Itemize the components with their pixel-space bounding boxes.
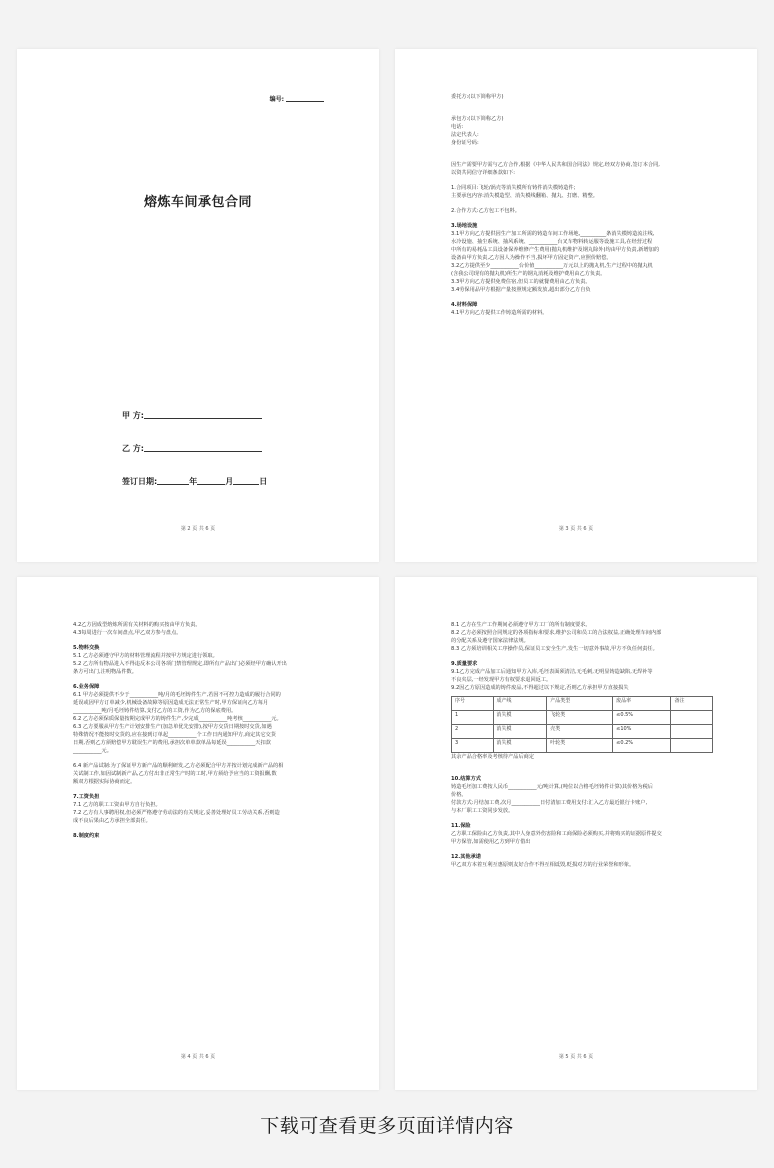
spacer bbox=[451, 154, 705, 161]
text-line: ___________吨/月毛坯铸件结算,支付乙方的工资,作为乙方的保底费用。 bbox=[73, 708, 237, 714]
text-line: 乙方职工保险由乙方负责,其中人身意外伤害险和工商保险必须购买,并将购买的证据原件提交 bbox=[451, 831, 662, 837]
spacer bbox=[451, 294, 705, 301]
text-line: 3.2乙方提供至少___________台价值___________万元以上的抛丸机,生产过程中的抛丸机 bbox=[451, 263, 653, 269]
month-label: 月 bbox=[225, 477, 234, 486]
table-cell bbox=[671, 725, 713, 739]
page-2 bbox=[395, 49, 757, 562]
text-line: 甲乙双方本着互利互惠原则友好合作不得互相诋毁,贬损对方的行业荣誉和形象。 bbox=[451, 862, 635, 868]
section-heading: 7.工资负担 bbox=[73, 794, 100, 800]
spacer bbox=[451, 200, 705, 207]
section-heading: 1.合同项目:飞轮/涡壳等消失模所有铸件消失模铸造件; bbox=[451, 185, 576, 191]
spacer bbox=[73, 676, 327, 683]
table-cell: 叶轮类 bbox=[547, 739, 613, 753]
text-line: 8.2 乙方必须按照合同规定的各项指标和要求,维护公司和员工的合法权益,正确处理车间内部 bbox=[451, 630, 662, 636]
section-before-table bbox=[451, 621, 705, 692]
text-line: 5.1 乙方必须遵守甲方的材料管理流程并按甲方规定进行领取。 bbox=[73, 653, 218, 659]
text-line: (含我公司现有的抛丸机)所生产的钢丸消耗及维护费用由乙方负责。 bbox=[451, 271, 606, 277]
text-line: 4.2乙方因成型熔炼所需有关材料的购买按由甲方负责。 bbox=[73, 622, 201, 628]
text-line: 5.2 乙方所有物品进入不得违反本公司各项门禁管理规定,即所有产品出门必须经甲方确认开出 bbox=[73, 661, 287, 667]
text-line: ___________元。 bbox=[73, 748, 112, 754]
table-cell: ≤0.5% bbox=[613, 711, 671, 725]
text-line: 4.3每周进行一次车间盘点,甲乙双方参与盘点。 bbox=[73, 630, 182, 636]
page-body bbox=[73, 621, 327, 840]
text-line: 身份证号码: bbox=[451, 140, 479, 146]
spacer bbox=[73, 786, 327, 793]
section-heading: 11.保险 bbox=[451, 823, 471, 829]
table-row bbox=[452, 739, 713, 753]
table-cell: 壳类 bbox=[547, 725, 613, 739]
text-line: 6.3 乙方要服从甲方生产计划安排生产(加急单优先安排),按甲方交货日期按时交货,如遇 bbox=[73, 724, 272, 730]
text-line: 7.2 乙方有人事聘用权,但必须严格遵守劳动法的有关规定,妥善处理好员工劳动关系,否则造 bbox=[73, 810, 280, 816]
page-body bbox=[451, 93, 705, 317]
text-line: 3.3甲方向乙方提供免费住宿,但员工的就餐费用由乙方负责。 bbox=[451, 279, 591, 285]
page-footer: 第 5 页 共 6 页 bbox=[558, 1054, 594, 1060]
party-a-label: 甲 方: bbox=[122, 411, 144, 420]
text-line: 额双方根据实际协商而定。 bbox=[73, 779, 136, 785]
text-line: 价格。 bbox=[451, 792, 467, 798]
text-line: 8.3 乙方须培训相关工序操作员,保证员工安全生产,发生一切意外事故,甲方不负任何责任。 bbox=[451, 646, 658, 652]
text-line: 延误或因甲方订单减少,机械设备故障等原因造成无法正常生产时,甲方保证向乙方每月 bbox=[73, 700, 269, 706]
text-line: 6.2 乙方必须保质保量按期完成甲方的铸件生产,少完成___________吨考核___________元。 bbox=[73, 716, 282, 722]
text-line: 6.4 新产品试制:为了保证甲方新产品的顺利研发,乙方必须配合甲方并按计划完成新产品的相 bbox=[73, 763, 284, 769]
download-caption: 下载可查看更多页面详情内容 bbox=[260, 1115, 514, 1137]
spacer bbox=[451, 653, 705, 660]
spacer bbox=[73, 637, 327, 644]
page-body bbox=[451, 621, 705, 869]
section-heading: 10.结算方式 bbox=[451, 776, 481, 782]
contract-number-label: 编号: bbox=[269, 96, 284, 103]
page-cover bbox=[17, 49, 379, 562]
text-line: 日期,否则乙方须赔偿甲方耽误生产的费用,承担次单单款单品每延误___________天扣款 bbox=[73, 740, 271, 746]
spacer bbox=[73, 825, 327, 832]
text-line: 4.1甲方向乙方提供工作铸造所需的材料。 bbox=[451, 310, 548, 316]
spacer bbox=[451, 101, 705, 108]
text-line: 成不良后果由乙方承担全部责任。 bbox=[73, 818, 151, 824]
table-cell: 1 bbox=[452, 711, 494, 725]
table-cell bbox=[671, 739, 713, 753]
table-cell: ≤0.2% bbox=[613, 739, 671, 753]
table-cell: 3 bbox=[452, 739, 494, 753]
text-line: 与本厂职工工资同步发放。 bbox=[451, 808, 514, 814]
text-line: 不良夹层,一经发现甲方有权要求退回返工。 bbox=[451, 677, 552, 683]
text-line: 因生产需要甲方需与乙方合作,根据《中华人民共和国合同法》规定,经双方协商,签订本合同, bbox=[451, 162, 660, 168]
sign-date-field bbox=[122, 476, 267, 487]
text-line: 中所有的易耗品工具设备保养维修产生费用(抛丸机维护及钢丸除外)均由甲方负责,新增加的 bbox=[451, 247, 660, 253]
text-line: 3.4劳保用品甲方根据产量按照规定额发放,超出部分乙方自负 bbox=[451, 287, 591, 293]
table-header-cell: 序号 bbox=[452, 697, 494, 711]
table-cell: 消失模 bbox=[493, 711, 547, 725]
blank-line bbox=[233, 484, 259, 485]
text-line: 特殊情况不能按时交货的,应在接到订单起___________个工作日内通知甲方,商定其它交货 bbox=[73, 732, 277, 738]
page-4 bbox=[395, 577, 757, 1090]
text-line: 6.1 甲方必须提供不少于___________吨/月的毛坯铸件生产,若因不可控力造成的履行合同的 bbox=[73, 692, 281, 698]
blank-line bbox=[286, 101, 324, 102]
section-heading: 8.制度约束 bbox=[73, 833, 100, 839]
sign-date-label: 签订日期: bbox=[122, 477, 158, 486]
spacer bbox=[451, 177, 705, 184]
page-footer: 第 2 页 共 6 页 bbox=[180, 526, 216, 532]
table-cell: 2 bbox=[452, 725, 494, 739]
text-line: 9.2因乙方原因造成的铸件废品,不得超过以下规定,否则乙方承担甲方直接损失 bbox=[451, 685, 629, 691]
contract-number bbox=[270, 94, 324, 103]
table-cell: ≤10% bbox=[613, 725, 671, 739]
table-cell: 消失模 bbox=[493, 739, 547, 753]
section-heading: 6.业务保障 bbox=[73, 684, 100, 690]
blank-line bbox=[197, 484, 225, 485]
spacer bbox=[451, 768, 705, 775]
party-b-field bbox=[122, 443, 262, 454]
table-header-cell: 废品率 bbox=[613, 697, 671, 711]
text-line: 其余产品合格率及考核待产品后商定 bbox=[451, 754, 535, 760]
party-a-field bbox=[122, 410, 262, 421]
table-row bbox=[452, 711, 713, 725]
spacer bbox=[451, 147, 705, 154]
text-line: 以资共同信守详细条款如下: bbox=[451, 170, 515, 176]
spacer bbox=[451, 846, 705, 853]
spacer bbox=[73, 755, 327, 762]
defect-rate-table bbox=[451, 696, 713, 753]
text-line: 主要承包内容:消失模造型、消失模线翻箱、抛丸、打磨、精整。 bbox=[451, 193, 598, 199]
blank-line bbox=[144, 451, 262, 452]
text-line: 法定代表人: bbox=[451, 132, 479, 138]
party-b-label: 乙 方: bbox=[122, 444, 144, 453]
page-footer: 第 4 页 共 6 页 bbox=[180, 1054, 216, 1060]
text-line: 的分配关系及遵守国家法律法规。 bbox=[451, 638, 529, 644]
text-line: 条方可出门,注明物品件数。 bbox=[73, 669, 137, 675]
blank-line bbox=[144, 418, 262, 419]
section-heading: 2.合作方式:乙方包工不包料。 bbox=[451, 208, 520, 214]
table-cell: 消失模 bbox=[493, 725, 547, 739]
text-line: 7.1 乙方的职工工资由甲方自行负担。 bbox=[73, 802, 161, 808]
text-line: 承包方:(以下简称乙方) bbox=[451, 116, 504, 122]
text-line: 9.1乙方完成产品加工后通知甲方入库,毛坯表面须清洁,无毛刺,无明显铸造缺陷,无焊补等 bbox=[451, 669, 653, 675]
text-line: 水冷设施、抽尘系统、抽风系统、___________台叉车物料转运服等设施工具,在经营过程 bbox=[451, 239, 653, 245]
spacer bbox=[451, 215, 705, 222]
section-heading: 9.质量要求 bbox=[451, 661, 478, 667]
table-cell bbox=[671, 711, 713, 725]
text-line: 关试制工作,如因试制新产品,乙方付出非正常生产时的工时,甲方须给予应当的工资报酬,数 bbox=[73, 771, 277, 777]
section-heading: 5.物料交换 bbox=[73, 645, 100, 651]
table-header-cell: 成产线 bbox=[493, 697, 547, 711]
table-header-row bbox=[452, 697, 713, 711]
spacer bbox=[451, 108, 705, 115]
table-cell: 飞轮类 bbox=[547, 711, 613, 725]
text-line: 甲方保管,如需使用乙方到甲方借出 bbox=[451, 839, 531, 845]
page-footer: 第 3 页 共 6 页 bbox=[558, 526, 594, 532]
spacer bbox=[451, 815, 705, 822]
table-row bbox=[452, 725, 713, 739]
table-header-cell: 备注 bbox=[671, 697, 713, 711]
table-header-cell: 产品类型 bbox=[547, 697, 613, 711]
year-label: 年 bbox=[189, 477, 198, 486]
section-heading: 3.场地设施 bbox=[451, 223, 478, 229]
section-heading: 12.其他承诺 bbox=[451, 854, 481, 860]
day-label: 日 bbox=[259, 477, 268, 486]
contract-title: 熔炼车间承包合同 bbox=[143, 195, 252, 210]
text-line: 3.1甲方向乙方提供因生产加工所需的铸造车间工作场地,__________条消失模铸造流注线, bbox=[451, 231, 655, 237]
text-line: 委托方:(以下简称甲方) bbox=[451, 94, 504, 100]
page-3 bbox=[17, 577, 379, 1090]
text-line: 铸造毛坯加工费按人民币___________元/吨计算,(吨位以合格毛坯铸件计算)其价格为税后 bbox=[451, 784, 653, 790]
text-line: 付款方式:月结加工费,次月___________日付清加工费用支付:汇入乙方最近银行卡账户, bbox=[451, 800, 648, 806]
blank-line bbox=[157, 484, 189, 485]
text-line: 电话: bbox=[451, 124, 464, 130]
section-after-table bbox=[451, 753, 705, 869]
text-line: 设备由甲方负责,乙方因人为操作不当,损坏甲方固定资产,应照价赔偿。 bbox=[451, 255, 612, 261]
section-heading: 4.材料保障 bbox=[451, 302, 478, 308]
spacer bbox=[451, 761, 705, 768]
text-line: 8.1 乙方在生产工作期间必须遵守甲方工厂的所有制度要求。 bbox=[451, 622, 591, 628]
